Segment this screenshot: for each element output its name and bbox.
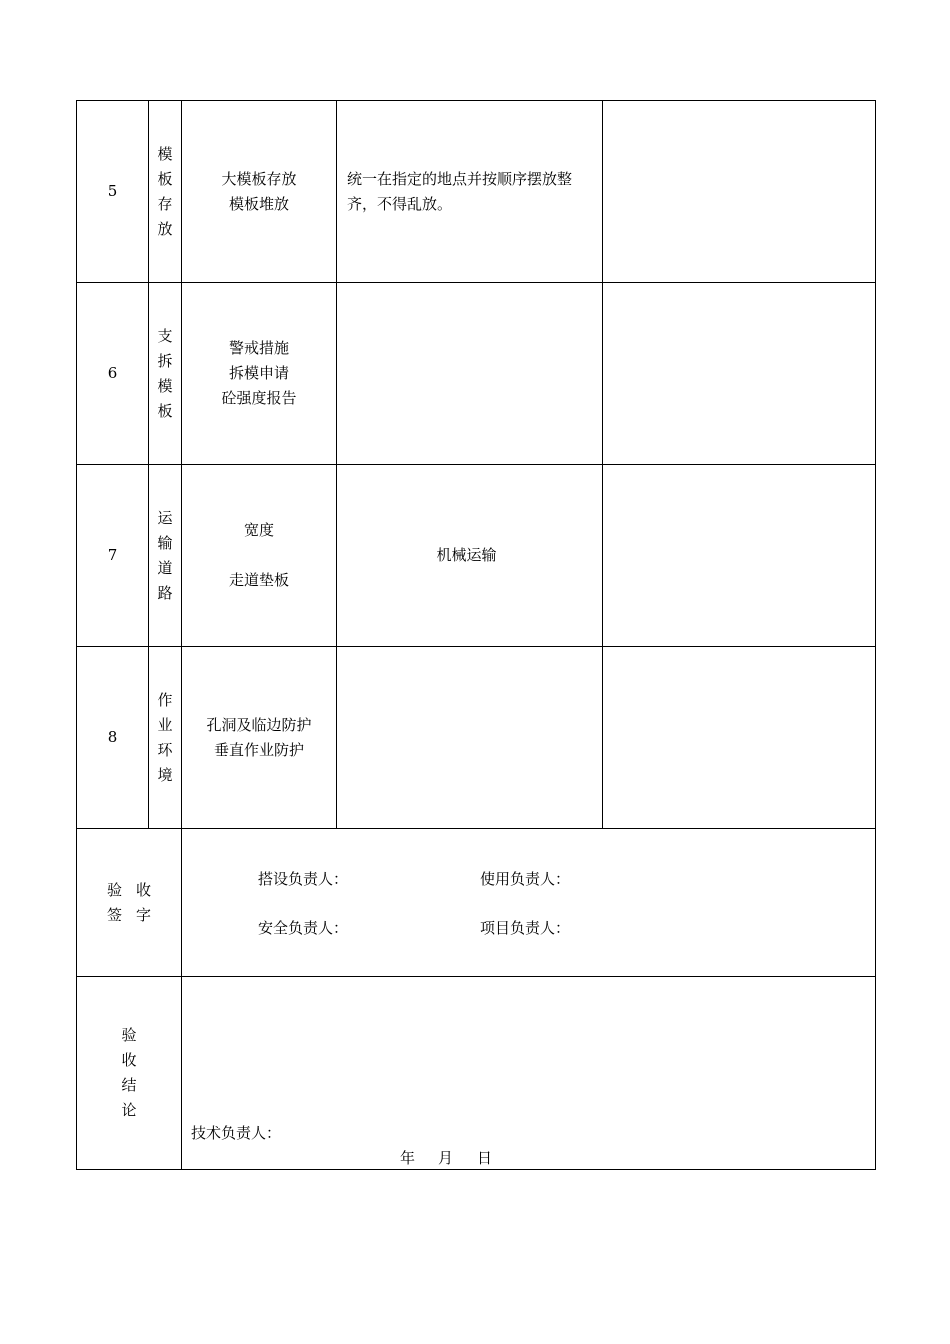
signature-label: 验收 签字: [77, 829, 182, 977]
safety-person-label: 安全负责人：: [258, 919, 349, 937]
row-category: 支拆模板: [149, 283, 182, 465]
date-month-label: 月: [438, 1149, 454, 1167]
project-person-label: 项目负责人：: [480, 919, 571, 937]
row-result: [603, 647, 876, 829]
row-number: 6: [77, 283, 149, 465]
row-number: 7: [77, 465, 149, 647]
row-requirement: [337, 647, 603, 829]
row-category: 运输道路: [149, 465, 182, 647]
row-result: [603, 101, 876, 283]
erect-person-label: 搭设负责人：: [258, 870, 349, 888]
row-check-items: 孔洞及临边防护 垂直作业防护: [182, 647, 337, 829]
row-check-items: 宽度 走道垫板: [182, 465, 337, 647]
row-requirement: 统一在指定的地点并按顺序摆放整齐，不得乱放。: [337, 101, 603, 283]
table-row: [77, 101, 876, 283]
row-number: 5: [77, 101, 149, 283]
row-check-items: 警戒措施 拆模申请 砼强度报告: [182, 283, 337, 465]
signature-row: [77, 829, 876, 977]
row-result: [603, 465, 876, 647]
signature-area: [182, 829, 876, 977]
conclusion-label: 验收结论: [77, 977, 182, 1170]
row-requirement: [337, 283, 603, 465]
tech-person-label: 技术负责人：: [191, 1124, 282, 1142]
conclusion-row: [77, 977, 876, 1170]
row-requirement: 机械运输: [337, 465, 603, 647]
row-result: [603, 283, 876, 465]
row-category: 作业环境: [149, 647, 182, 829]
acceptance-form-table: [76, 100, 876, 1170]
date-day-label: 日: [477, 1149, 493, 1167]
table-row: [77, 647, 876, 829]
row-check-items: 大模板存放 模板堆放: [182, 101, 337, 283]
use-person-label: 使用负责人：: [480, 870, 571, 888]
row-number: 8: [77, 647, 149, 829]
conclusion-area: [182, 977, 876, 1170]
table-row: [77, 465, 876, 647]
table-row: [77, 283, 876, 465]
date-year-label: 年: [400, 1149, 416, 1167]
row-category: 模板存放: [149, 101, 182, 283]
